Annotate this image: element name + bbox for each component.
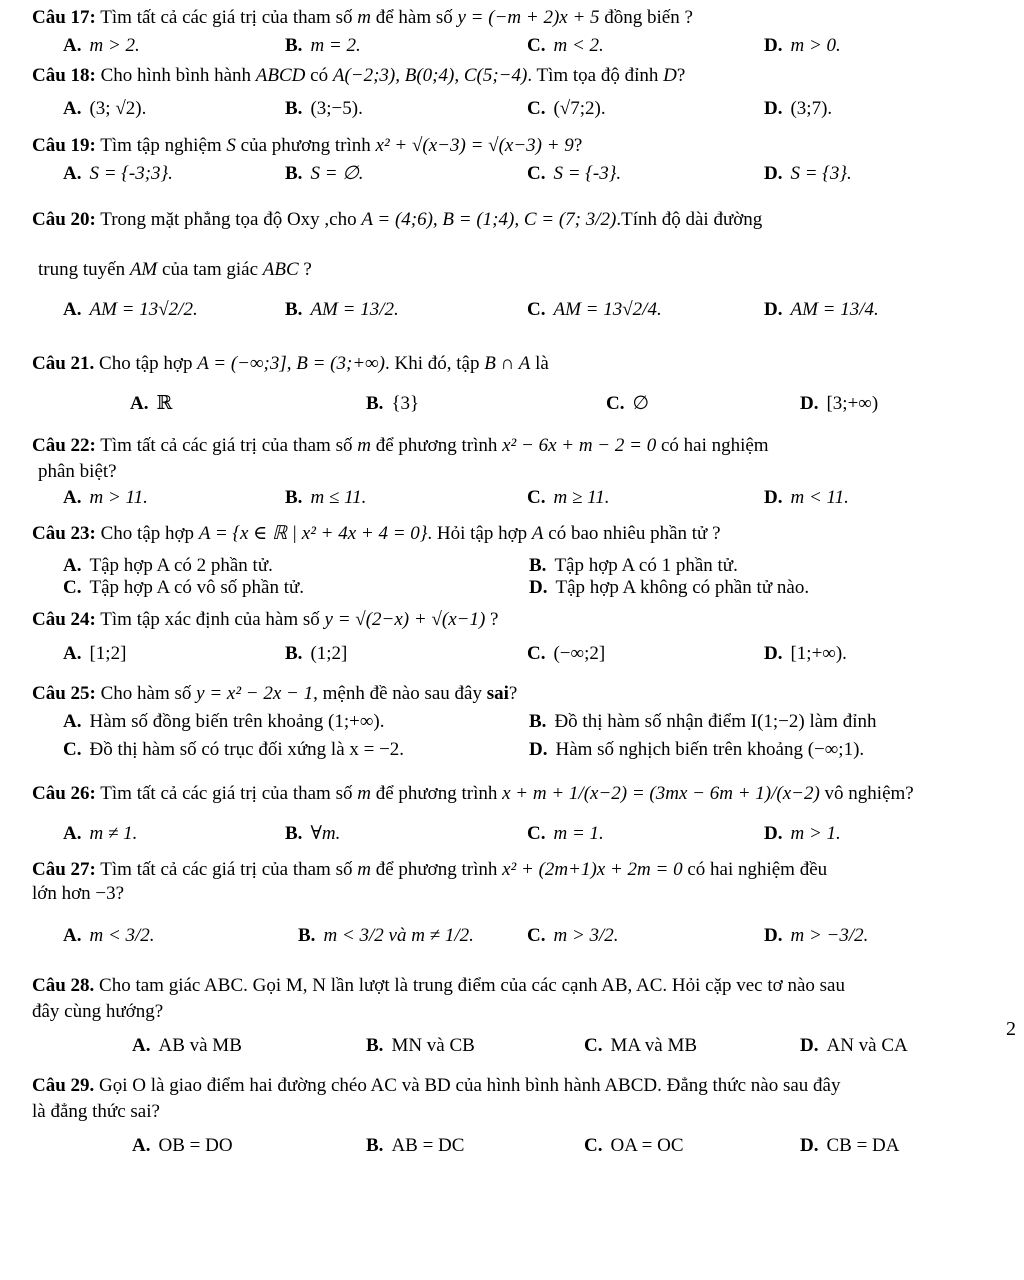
option-text: [3;+∞) bbox=[826, 393, 879, 414]
option-text: AM = 13/2. bbox=[310, 299, 399, 320]
option-text: AB = DC bbox=[391, 1135, 465, 1156]
option-letter: A. bbox=[132, 1135, 151, 1156]
option-b[interactable] bbox=[366, 392, 419, 416]
option-text: MA và MB bbox=[610, 1035, 698, 1056]
question-text: Tìm tất cả các giá trị của tham số bbox=[100, 859, 353, 880]
option-text: S = ∅. bbox=[310, 163, 364, 184]
question-19 bbox=[32, 134, 1018, 194]
question-label: Câu 17: bbox=[32, 7, 96, 28]
option-b[interactable] bbox=[285, 822, 340, 846]
question-text: có hai nghiệm đều bbox=[687, 859, 828, 880]
option-text: m < 2. bbox=[553, 35, 604, 56]
math-set: A = {x ∈ ℝ | x² + 4x + 4 = 0} bbox=[198, 523, 428, 544]
option-c[interactable] bbox=[527, 822, 604, 846]
option-text: S = {3}. bbox=[790, 163, 852, 184]
option-text: (3;−5). bbox=[310, 98, 363, 119]
option-text: AN và CA bbox=[826, 1035, 908, 1056]
option-letter: D. bbox=[764, 98, 783, 119]
option-text: S = {-3}. bbox=[553, 163, 622, 184]
option-b[interactable] bbox=[285, 298, 399, 322]
option-letter: D. bbox=[764, 299, 783, 320]
option-letter: C. bbox=[527, 643, 546, 664]
option-text: AB và MB bbox=[158, 1035, 242, 1056]
option-b[interactable] bbox=[285, 162, 364, 186]
option-letter: D. bbox=[529, 739, 548, 760]
math-points: A = (4;6), B = (1;4), C = (7; 3/2) bbox=[361, 209, 617, 230]
option-text: {3} bbox=[391, 393, 420, 414]
question-text: . Khi đó, tập bbox=[385, 353, 480, 374]
question-text: Trong mặt phẳng tọa độ Oxy ,cho bbox=[100, 209, 357, 230]
option-text: AM = 13/4. bbox=[790, 299, 879, 320]
option-letter: D. bbox=[764, 643, 783, 664]
option-text: m > 3/2. bbox=[553, 925, 619, 946]
option-a[interactable] bbox=[63, 298, 198, 322]
option-text: ∅ bbox=[632, 393, 650, 414]
option-letter: B. bbox=[285, 299, 303, 320]
option-letter: A. bbox=[63, 35, 82, 56]
question-text: để phương trình bbox=[375, 783, 498, 804]
option-text: ℝ bbox=[156, 393, 173, 414]
option-letter: B. bbox=[285, 487, 303, 508]
option-text: [1;2] bbox=[89, 643, 127, 664]
math-var: m bbox=[357, 859, 371, 880]
option-text: m ≥ 11. bbox=[553, 487, 610, 508]
question-text: .Tính độ dài đường bbox=[616, 209, 763, 230]
question-text: là đẳng thức sai? bbox=[32, 1101, 160, 1122]
math-function: y = √(2−x) + √(x−1) bbox=[324, 609, 486, 630]
option-text: (1;2] bbox=[310, 643, 348, 664]
option-a[interactable] bbox=[132, 1134, 233, 1158]
option-text: Tập hợp A có 2 phần tử. bbox=[89, 555, 273, 576]
option-d[interactable] bbox=[764, 162, 852, 186]
option-letter: D. bbox=[764, 823, 783, 844]
option-letter: D. bbox=[800, 393, 819, 414]
option-text: MN và CB bbox=[391, 1035, 475, 1056]
question-text: ? bbox=[508, 683, 518, 704]
option-d[interactable] bbox=[529, 738, 864, 762]
option-text: AM = 13√2/4. bbox=[553, 299, 662, 320]
option-text: Đồ thị hàm số có trục đối xứng là x = −2. bbox=[89, 739, 405, 760]
option-b[interactable] bbox=[285, 34, 361, 58]
question-text: Tìm tất cả các giá trị của tham số bbox=[100, 435, 353, 456]
option-letter: B. bbox=[529, 711, 547, 732]
option-c[interactable] bbox=[527, 486, 609, 510]
question-28 bbox=[32, 974, 1018, 1064]
option-a[interactable] bbox=[63, 642, 126, 666]
option-text: m < 3/2 và m ≠ 1/2. bbox=[323, 925, 474, 946]
question-21 bbox=[32, 352, 1018, 422]
option-letter: C. bbox=[527, 163, 546, 184]
option-a[interactable] bbox=[63, 97, 146, 121]
option-text: ∀m. bbox=[310, 823, 341, 844]
option-text: (3;7). bbox=[790, 98, 833, 119]
question-18 bbox=[32, 64, 1018, 126]
question-25 bbox=[32, 682, 1018, 762]
option-letter: A. bbox=[63, 98, 82, 119]
option-c[interactable] bbox=[63, 738, 404, 762]
option-letter: D. bbox=[800, 1035, 819, 1056]
option-letter: A. bbox=[130, 393, 149, 414]
math-equation: x² + (2m+1)x + 2m = 0 bbox=[502, 859, 683, 880]
option-letter: A. bbox=[132, 1035, 151, 1056]
question-text: ? bbox=[490, 609, 499, 630]
option-text: S = {-3;3}. bbox=[89, 163, 173, 184]
question-text: có bbox=[310, 65, 329, 86]
option-text: Đồ thị hàm số nhận điểm I(1;−2) làm đỉnh bbox=[554, 711, 877, 732]
question-text: Tìm tất cả các giá trị của tham số bbox=[100, 783, 353, 804]
math-expression: B ∩ A bbox=[484, 353, 531, 374]
question-20 bbox=[32, 208, 1018, 348]
option-letter: D. bbox=[764, 163, 783, 184]
option-c[interactable] bbox=[606, 392, 649, 416]
option-text: OA = OC bbox=[610, 1135, 684, 1156]
option-d[interactable] bbox=[800, 1134, 900, 1158]
option-letter: C. bbox=[63, 577, 82, 598]
question-text: có hai nghiệm bbox=[660, 435, 769, 456]
option-letter: C. bbox=[584, 1035, 603, 1056]
option-b[interactable] bbox=[285, 486, 366, 510]
option-letter: C. bbox=[584, 1135, 603, 1156]
option-text: (3; √2). bbox=[89, 98, 147, 119]
math-var: A bbox=[531, 523, 544, 544]
option-text: AM = 13√2/2. bbox=[89, 299, 198, 320]
option-b[interactable] bbox=[529, 554, 738, 578]
option-text: m ≤ 11. bbox=[310, 487, 367, 508]
option-c[interactable] bbox=[527, 162, 621, 186]
question-label: Câu 24: bbox=[32, 609, 96, 630]
option-c[interactable] bbox=[584, 1034, 697, 1058]
option-letter: C. bbox=[63, 739, 82, 760]
math-equation: x + m + 1/(x−2) = (3mx − 6m + 1)/(x−2) bbox=[502, 783, 820, 804]
option-letter: A. bbox=[63, 487, 82, 508]
option-a[interactable] bbox=[63, 924, 155, 948]
question-text: ? bbox=[303, 259, 312, 280]
option-c[interactable] bbox=[63, 576, 304, 600]
option-text: m > 0. bbox=[790, 35, 841, 56]
question-text: ? bbox=[573, 135, 583, 156]
option-b[interactable] bbox=[285, 97, 363, 121]
question-label: Câu 20: bbox=[32, 209, 96, 230]
option-text: m < 11. bbox=[790, 487, 849, 508]
question-27 bbox=[32, 858, 1018, 958]
question-text: ? bbox=[676, 65, 686, 86]
option-b[interactable] bbox=[366, 1134, 464, 1158]
math-var: D bbox=[663, 65, 677, 86]
option-d[interactable] bbox=[764, 822, 841, 846]
option-d[interactable] bbox=[764, 924, 868, 948]
question-text: trung tuyến bbox=[38, 259, 126, 280]
option-text: m = 1. bbox=[553, 823, 604, 844]
option-letter: C. bbox=[527, 823, 546, 844]
question-text: Cho tam giác ABC. Gọi M, N lần lượt là trung điểm của các cạnh AB, AC. Hỏi cặp vec tơ nào sau bbox=[99, 975, 845, 996]
question-24 bbox=[32, 608, 1018, 672]
option-d[interactable] bbox=[764, 34, 841, 58]
option-d[interactable] bbox=[764, 486, 849, 510]
option-letter: B. bbox=[285, 98, 303, 119]
option-letter: A. bbox=[63, 643, 82, 664]
option-text: Tập hợp A có vô số phần tử. bbox=[89, 577, 305, 598]
option-letter: B. bbox=[366, 1035, 384, 1056]
question-29 bbox=[32, 1074, 1018, 1174]
math-var: ABCD bbox=[255, 65, 306, 86]
option-letter: C. bbox=[606, 393, 625, 414]
math-function: y = (−m + 2)x + 5 bbox=[457, 7, 600, 28]
option-text: Hàm số đồng biến trên khoảng (1;+∞). bbox=[89, 711, 385, 732]
option-letter: B. bbox=[285, 35, 303, 56]
question-text: của phương trình bbox=[240, 135, 371, 156]
option-text: m = 2. bbox=[310, 35, 361, 56]
option-text: m > −3/2. bbox=[790, 925, 869, 946]
option-letter: A. bbox=[63, 555, 82, 576]
emphasis-word: sai bbox=[486, 683, 509, 704]
option-b[interactable] bbox=[298, 924, 474, 948]
option-a[interactable] bbox=[63, 554, 273, 578]
question-17 bbox=[32, 6, 1018, 66]
option-text: m > 1. bbox=[790, 823, 841, 844]
question-label: Câu 26: bbox=[32, 783, 96, 804]
option-letter: A. bbox=[63, 823, 82, 844]
option-d[interactable] bbox=[800, 1034, 908, 1058]
option-letter: B. bbox=[298, 925, 316, 946]
option-letter: C. bbox=[527, 299, 546, 320]
question-text: phân biệt? bbox=[38, 461, 117, 482]
option-text: CB = DA bbox=[826, 1135, 900, 1156]
option-text: (−∞;2] bbox=[553, 643, 606, 664]
option-letter: C. bbox=[527, 925, 546, 946]
question-text: đồng biến ? bbox=[604, 7, 693, 28]
math-sets: A = (−∞;3], B = (3;+∞) bbox=[197, 353, 386, 374]
math-equation: x² + √(x−3) = √(x−3) + 9 bbox=[375, 135, 574, 156]
option-b[interactable] bbox=[529, 710, 877, 734]
option-text: m > 11. bbox=[89, 487, 148, 508]
option-letter: A. bbox=[63, 299, 82, 320]
question-label: Câu 23: bbox=[32, 523, 96, 544]
question-label: Câu 27: bbox=[32, 859, 96, 880]
question-text: Cho hình bình hành bbox=[100, 65, 252, 86]
option-a[interactable] bbox=[63, 34, 140, 58]
math-var: m bbox=[357, 435, 371, 456]
option-text: m > 2. bbox=[89, 35, 140, 56]
question-label: Câu 28. bbox=[32, 975, 95, 996]
math-equation: x² − 6x + m − 2 = 0 bbox=[502, 435, 657, 456]
question-text: , mệnh đề nào sau đây bbox=[313, 683, 482, 704]
option-text: m ≠ 1. bbox=[89, 823, 138, 844]
option-text: m < 3/2. bbox=[89, 925, 155, 946]
question-22 bbox=[32, 434, 1018, 514]
option-a[interactable] bbox=[63, 486, 148, 510]
option-letter: A. bbox=[63, 163, 82, 184]
option-letter: D. bbox=[529, 577, 548, 598]
option-text: Tập hợp A không có phần tử nào. bbox=[555, 577, 810, 598]
option-letter: B. bbox=[285, 643, 303, 664]
question-text: có bao nhiêu phần tử ? bbox=[548, 523, 721, 544]
option-c[interactable] bbox=[527, 298, 662, 322]
question-text: . Hỏi tập hợp bbox=[427, 523, 528, 544]
option-c[interactable] bbox=[584, 1134, 684, 1158]
question-26 bbox=[32, 782, 1018, 852]
math-var: m bbox=[357, 783, 371, 804]
question-text: để hàm số bbox=[375, 7, 453, 28]
question-text: là bbox=[535, 353, 549, 374]
option-d[interactable] bbox=[529, 576, 809, 600]
question-text: để phương trình bbox=[375, 859, 498, 880]
option-letter: D. bbox=[764, 35, 783, 56]
question-text: Cho tập hợp bbox=[99, 353, 193, 374]
option-a[interactable] bbox=[63, 710, 384, 734]
question-text: Cho hàm số bbox=[100, 683, 192, 704]
question-label: Câu 21. bbox=[32, 353, 95, 374]
option-d[interactable] bbox=[764, 97, 832, 121]
math-var: S bbox=[226, 135, 236, 156]
question-text: Tìm tập nghiệm bbox=[100, 135, 222, 156]
math-var: AM bbox=[129, 259, 158, 280]
option-a[interactable] bbox=[132, 1034, 242, 1058]
question-23 bbox=[32, 522, 1018, 602]
question-text: lớn hơn −3? bbox=[32, 883, 125, 904]
option-text: OB = DO bbox=[158, 1135, 233, 1156]
option-text: (√7;2). bbox=[553, 98, 606, 119]
option-c[interactable] bbox=[527, 34, 604, 58]
math-var: m bbox=[357, 7, 371, 28]
option-text: [1;+∞). bbox=[790, 643, 847, 664]
question-text: để phương trình bbox=[375, 435, 498, 456]
question-label: Câu 25: bbox=[32, 683, 96, 704]
option-text: Tập hợp A có 1 phần tử. bbox=[554, 555, 738, 576]
option-a[interactable] bbox=[63, 822, 137, 846]
question-text: . Tìm tọa độ đỉnh bbox=[527, 65, 659, 86]
question-text: vô nghiệm? bbox=[824, 783, 914, 804]
option-c[interactable] bbox=[527, 642, 605, 666]
option-letter: B. bbox=[285, 163, 303, 184]
option-a[interactable] bbox=[63, 162, 173, 186]
question-label: Câu 18: bbox=[32, 65, 96, 86]
option-c[interactable] bbox=[527, 924, 619, 948]
question-label: Câu 22: bbox=[32, 435, 96, 456]
option-letter: C. bbox=[527, 487, 546, 508]
option-letter: B. bbox=[529, 555, 547, 576]
option-a[interactable] bbox=[130, 392, 172, 416]
question-label: Câu 19: bbox=[32, 135, 96, 156]
question-text: Cho tập hợp bbox=[100, 523, 195, 544]
option-text: Hàm số nghịch biến trên khoảng (−∞;1). bbox=[555, 739, 865, 760]
option-letter: B. bbox=[366, 1135, 384, 1156]
option-letter: C. bbox=[527, 35, 546, 56]
question-text: Gọi O là giao điểm hai đường chéo AC và BD của hình bình hành ABCD. Đẳng thức nào sau đây bbox=[99, 1075, 841, 1096]
math-var: ABC bbox=[262, 259, 299, 280]
option-b[interactable] bbox=[366, 1034, 475, 1058]
option-letter: B. bbox=[285, 823, 303, 844]
option-d[interactable] bbox=[764, 298, 879, 322]
option-c[interactable] bbox=[527, 97, 606, 121]
question-text: Tìm tất cả các giá trị của tham số bbox=[100, 7, 353, 28]
question-text: Tìm tập xác định của hàm số bbox=[100, 609, 320, 630]
option-b[interactable] bbox=[285, 642, 347, 666]
option-letter: C. bbox=[527, 98, 546, 119]
option-letter: D. bbox=[764, 925, 783, 946]
option-letter: D. bbox=[764, 487, 783, 508]
option-letter: A. bbox=[63, 711, 82, 732]
option-d[interactable] bbox=[764, 642, 847, 666]
option-letter: D. bbox=[800, 1135, 819, 1156]
question-label: Câu 29. bbox=[32, 1075, 95, 1096]
option-letter: B. bbox=[366, 393, 384, 414]
option-letter: A. bbox=[63, 925, 82, 946]
question-text: đây cùng hướng? bbox=[32, 1001, 164, 1022]
math-points: A(−2;3), B(0;4), C(5;−4) bbox=[332, 65, 528, 86]
math-function: y = x² − 2x − 1 bbox=[196, 683, 314, 704]
option-d[interactable] bbox=[800, 392, 878, 416]
page-number: 2 bbox=[1006, 1018, 1016, 1040]
question-text: của tam giác bbox=[162, 259, 259, 280]
